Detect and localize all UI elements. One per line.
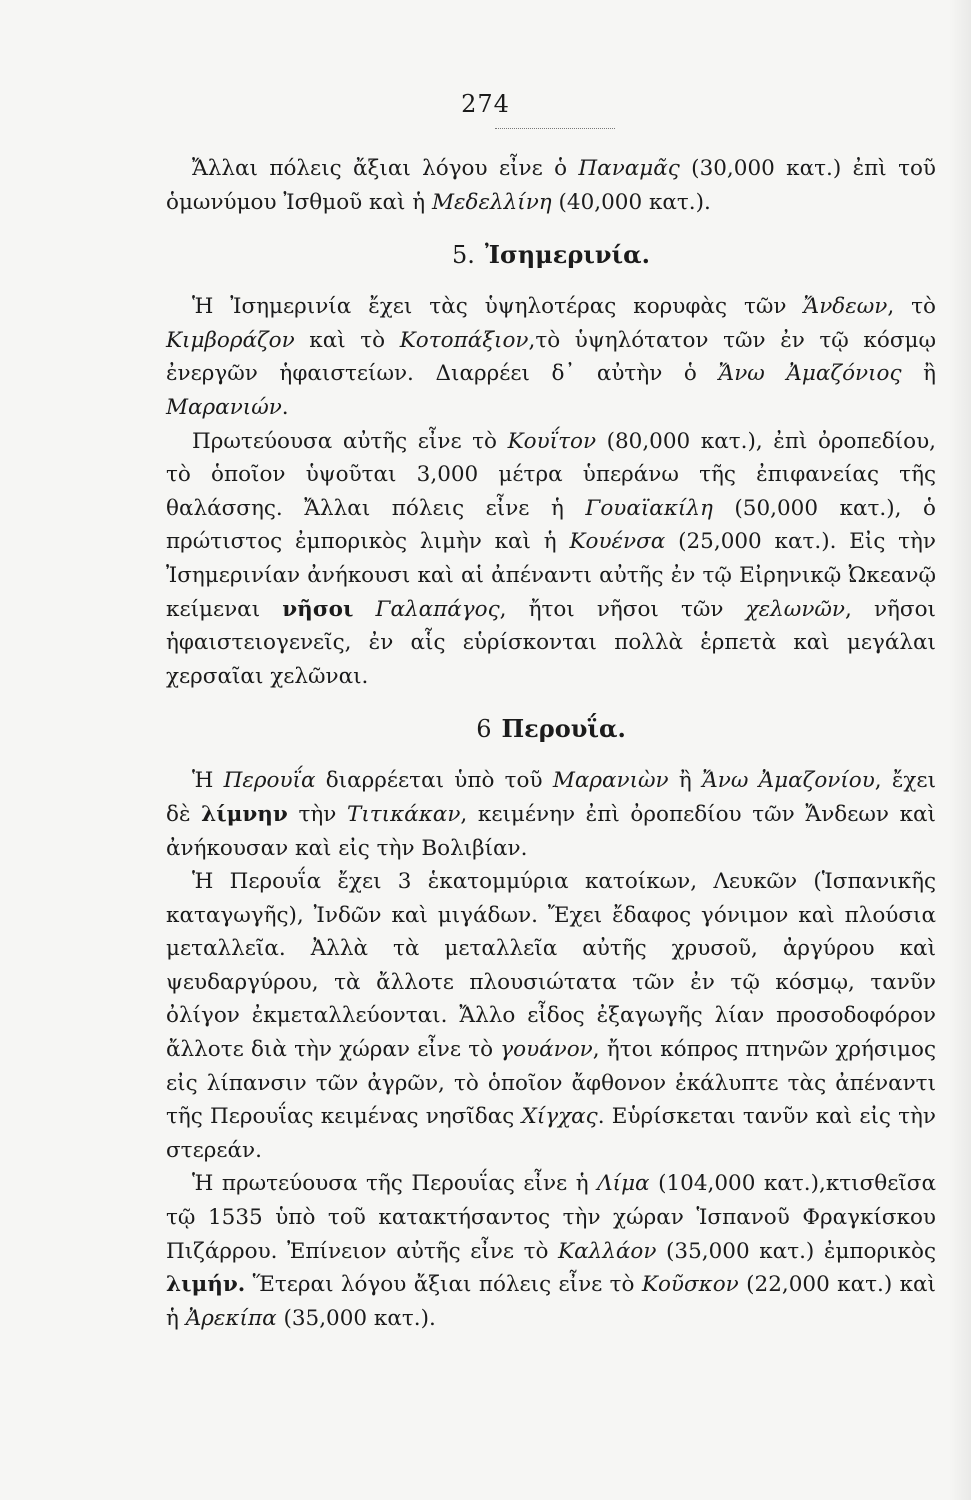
- text-run: διαρρέεται ὑπὸ τοῦ: [315, 768, 553, 794]
- place-name: χελωνῶν: [745, 596, 846, 622]
- section-number: 6: [476, 715, 492, 744]
- page-number: 274: [461, 90, 510, 118]
- section-number: 5.: [452, 241, 475, 270]
- place-name: Μαρανιὼν: [552, 768, 669, 794]
- text-run: (50,000 κατ.), ὁ πρώτιστος ἐμπορικὸς λιμὴν καὶ ἡ: [166, 495, 936, 555]
- text-run: , τὸ: [887, 294, 936, 320]
- text-run: .: [281, 394, 289, 420]
- text-run: Πρωτεύουσα αὐτῆς εἶνε τὸ: [192, 428, 508, 454]
- section-title: Ἰσημερινία.: [484, 240, 650, 270]
- text-run: ,τὸ ὑψηλότατον τῶν ἐν τῷ κόσμῳ ἐνεργῶν ἡφαιστείων. Διαρρέει δ᾽ αὐτὴν ὁ: [166, 327, 936, 387]
- text-run: (104,000 κατ.),κτισθεῖσα τῷ 1535 ὑπὸ τοῦ κατακτήσαντος τὴν χώραν Ἱσπανοῦ Φραγκίσκου Πιζάρρου. Ἐπίνειον αὐτῆς εἶνε τὸ: [166, 1171, 936, 1264]
- page-text: [166, 152, 936, 1335]
- text-run: ἢ: [668, 768, 703, 794]
- place-name: Κοῦσκον: [641, 1272, 739, 1298]
- place-name: Μαρανιών: [166, 394, 282, 420]
- peru-paragraph-3: [166, 1167, 936, 1335]
- text-run: Ἡ πρωτεύουσα τῆς Περουΐας εἶνε ἡ: [192, 1171, 598, 1197]
- text-run: Ἡ: [192, 768, 224, 794]
- text-run: , ἔχει δὲ: [166, 768, 936, 827]
- intro-paragraph: [166, 152, 936, 219]
- ecuador-paragraph-1: [166, 290, 936, 424]
- place-name: Ἀρεκίπα: [185, 1305, 277, 1331]
- place-name: Κοτοπάξιον: [399, 327, 529, 353]
- text-run: Ἡ Περουΐα ἔχει 3 ἑκατομμύρια κατοίκων, Λευκῶν (Ἱσπανικῆς καταγωγῆς), Ἰνδῶν καὶ μιγάδων. Ἔχει ἔδαφος γόνιμον καὶ πλούσια μεταλλεῖα. Ἀλλὰ τὰ μεταλλεῖα αὐτῆς χρυσοῦ, ἀργύρου καὶ ψευδαργύρου, τὰ ἄλλοτε πλουσιώτατα τῶν ἐν τῷ κόσμῳ, τανῦν ὀλίγον ἐκμεταλλεύονται. Ἄλλο εἶδος ἐξαγωγῆς λίαν προσοδοφόρον ἄλλοτε διὰ τὴν χώραν εἶνε τὸ: [166, 869, 936, 1063]
- term: γουάνον: [500, 1037, 593, 1063]
- text-run: καὶ τὸ: [294, 327, 400, 353]
- text-run: (80,000 κατ.), ἐπὶ ὀροπεδίου, τὸ ὁποῖον ὑψοῦται 3,000 μέτρα ὑπεράνω τῆς ἐπιφανείας τῆς θαλάσσης. Ἄλλαι πόλεις εἶνε ἡ: [166, 428, 936, 521]
- section-heading-peru: [166, 712, 936, 746]
- text-run: , κειμένην ἐπὶ ὀροπεδίου τῶν Ἄνδεων καὶ ἀνήκουσαν καὶ εἰς τὴν Βολιβίαν.: [166, 801, 936, 861]
- text-run: (35,000 κατ.).: [276, 1305, 436, 1331]
- text-run: (25,000 κατ.). Εἰς τὴν Ἰσημερινίαν ἀνήκουσι καὶ αἱ ἀπέναντι αὐτῆς ἐν τῷ Εἰρηνικῷ Ὠκεανῷ κείμεναι: [166, 529, 936, 622]
- peru-paragraph-2: [166, 865, 936, 1167]
- bold-term: λίμνην: [201, 801, 288, 827]
- place-name: Τιτικάκαν: [346, 801, 461, 827]
- text-run: ἢ: [901, 361, 936, 387]
- text-run: [353, 597, 375, 622]
- text-run: (30,000 κατ.) ἐπὶ τοῦ ὁμωνύμου Ἰσθμοῦ καὶ ἡ: [166, 156, 936, 215]
- place-name: Γαλαπάγος: [375, 596, 500, 622]
- place-name: Ἄνδεων: [803, 294, 888, 320]
- ecuador-paragraph-2: [166, 425, 936, 694]
- place-name: Γουαϊακίλη: [585, 495, 713, 521]
- place-name: Περουΐα: [223, 768, 316, 794]
- place-name: Κουΐτον: [507, 428, 597, 454]
- place-name: Μεδελλίνη: [432, 189, 552, 215]
- text-run: . Εὑρίσκεται τανῦν καὶ εἰς τὴν στερεάν.: [166, 1104, 936, 1163]
- place-name: Καλλάον: [558, 1238, 657, 1264]
- text-run: τὴν: [287, 801, 347, 827]
- section-title: Περουΐα.: [501, 714, 626, 744]
- place-name: Λίμα: [597, 1171, 650, 1197]
- text-run: Ἄλλαι πόλεις ἄξιαι λόγου εἶνε ὁ: [192, 156, 579, 181]
- section-heading-ecuador: [166, 238, 936, 272]
- place-name: Χίγχας: [521, 1104, 598, 1130]
- text-run: (35,000 κατ.) ἐμπορικὸς: [656, 1238, 936, 1264]
- text-run: Ἡ Ἰσημερινία ἔχει τὰς ὑψηλοτέρας κορυφὰς τῶν: [192, 294, 804, 320]
- text-run: (22,000 κατ.) καὶ ἡ: [166, 1272, 936, 1331]
- bold-term: λιμήν.: [166, 1272, 246, 1298]
- text-run: Ἕτεραι λόγου ἄξιαι πόλεις εἶνε τὸ: [245, 1272, 642, 1298]
- text-run: , ἤτοι κόπρος πτηνῶν χρήσιμος εἰς λίπανσιν τῶν ἀγρῶν, τὸ ὁποῖον ἄφθονον ἐκάλυπτε τὰς ἀπέναντι τῆς Περουΐας κειμένας νησῖδας: [166, 1037, 936, 1130]
- text-run: (40,000 κατ.).: [551, 189, 711, 215]
- place-name: Ἄνω Ἀμαζόνιος: [718, 361, 902, 387]
- place-name: Κιμβοράζον: [166, 327, 295, 353]
- header-rule: [495, 128, 615, 129]
- peru-paragraph-1: [166, 764, 936, 865]
- place-name: Ἄνω Ἀμαζονίου: [702, 768, 875, 794]
- place-name: Κουένσα: [569, 529, 666, 555]
- text-run: , νῆσοι ἡφαιστειογενεῖς, ἐν αἷς εὑρίσκονται πολλὰ ἑρπετὰ καὶ μεγάλαι χερσαῖαι χελῶναι.: [166, 596, 936, 689]
- text-run: , ἤτοι νῆσοι τῶν: [499, 596, 746, 622]
- bold-term: νῆσοι: [282, 596, 354, 622]
- page-edge-shadow: [949, 0, 971, 1500]
- place-name: Παναμᾶς: [578, 156, 680, 181]
